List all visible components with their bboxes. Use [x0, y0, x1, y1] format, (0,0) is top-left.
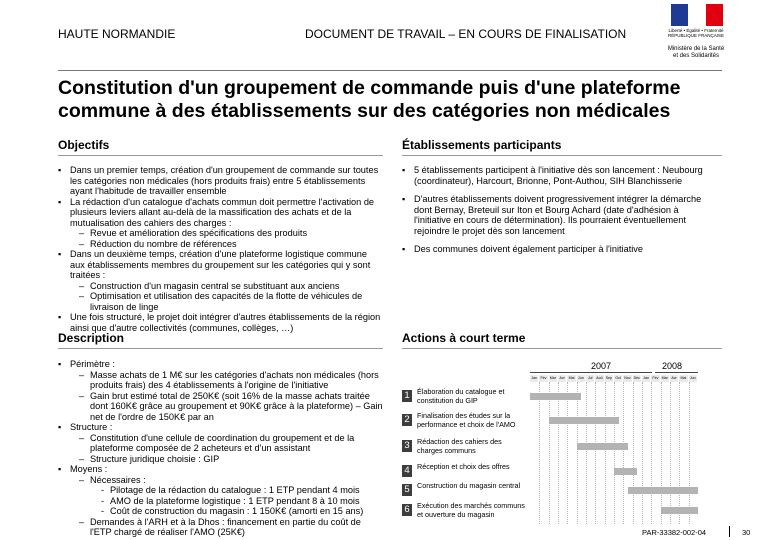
objectif-subitem: – Revue et amélioration des spécifications des produits — [79, 228, 383, 239]
description-subtext: Demandes à l'ARH et à la Dhos : financement en partie du coût de l'ETP chargé de réaliser l'AMO (25K€) — [90, 516, 361, 537]
page-title: Constitution d'un groupement de commande puis d'une plateforme commune à des établissements sur des catégories non médicales — [58, 77, 681, 122]
logo-ministry-text: Ministère de la Santé et des Solidarités — [667, 46, 725, 59]
action-number-badge: 5 — [402, 484, 412, 496]
description-item — [58, 464, 383, 538]
objectif-item — [58, 165, 383, 197]
etablissement-item: ▪ D'autres établissements doivent progressivement intégrer la démarche dont Bernay, Breteuil sur Iton et Bourg Achard (date d'adhésion à l'initiative en cours de détermination). Ils pourraient éventuellement rejoindre le projet dès son lancement — [402, 194, 707, 236]
objectif-item — [58, 312, 383, 333]
header-region: HAUTE NORMANDIE — [58, 27, 176, 41]
description-sublist — [70, 370, 383, 423]
description-subitem — [79, 391, 383, 423]
description-detail: - Coût de construction du magasin : 1 150K€ (amorti en 15 ans) — [99, 506, 383, 517]
actions-heading: Actions à court terme — [402, 331, 526, 345]
description-detail: - AMO de la plateforme logistique : 1 ETP pendant 8 à 10 mois — [99, 496, 383, 507]
description-subitem — [79, 517, 383, 538]
description-item — [58, 422, 383, 464]
ministry-logo — [665, 4, 725, 70]
description-sublist — [70, 433, 383, 465]
gantt-gridline — [614, 382, 616, 524]
gantt-gridline — [539, 382, 541, 524]
description-rule — [58, 348, 383, 349]
objectif-item — [58, 197, 383, 250]
description-item — [58, 359, 383, 422]
description-sublist — [70, 475, 383, 538]
actions-rule — [402, 348, 722, 349]
etablissement-item: ▪ 5 établissements participent à l'initiative dès son lancement : Neubourg (coordinateur), Harcourt, Brionne, Pont-Authou, SIH Blanchisserie — [402, 165, 707, 186]
gantt-year-underline-2007 — [530, 372, 652, 373]
description-subtext: Gain brut estimé total de 250K€ (soit 16% de la masse achats traitée dont 160K€ grâce au groupement et 90K€ grâce à la plateforme) – Gain net de l'ordre de 150K€ par an — [90, 390, 383, 422]
description-text: Moyens : — [70, 464, 108, 474]
gantt-bar — [549, 417, 619, 424]
gantt-month-label: Jan — [642, 375, 651, 382]
page-number: 30 — [742, 528, 751, 537]
gantt-month-label: Jun — [689, 375, 698, 382]
action-number-badge: 6 — [402, 504, 412, 516]
gantt-gridline — [558, 382, 560, 524]
gantt-gridline — [642, 382, 644, 524]
etablissements-heading: Établissements participants — [402, 138, 562, 152]
etablissements-list — [402, 165, 707, 255]
logo-republic-text: Liberté • Égalité • Fraternité RÉPUBLIQUE FRANÇAISE — [667, 28, 724, 38]
header-status: DOCUMENT DE TRAVAIL – EN COURS DE FINALISATION — [305, 27, 627, 41]
description-subitem — [79, 433, 383, 454]
objectifs-rule — [58, 155, 383, 156]
header-rule — [58, 70, 722, 71]
objectif-text: Une fois structuré, le projet doit intégrer d'autres établissements de la région ainsi que d'autre collectivités (communes, collèges, …) — [70, 312, 381, 333]
gantt-year-underline-2008 — [655, 372, 698, 373]
objectif-item — [58, 249, 383, 312]
gantt-month-label: Déc — [633, 376, 640, 380]
gantt-grid — [530, 382, 698, 524]
description-subtext: Masse achats de 1 M€ sur les catégories d'achats non médicales (hors produits frais) des 4 établissements à l'origine de l'initiative — [90, 369, 379, 390]
gantt-bar — [628, 487, 698, 494]
gantt-gridline — [586, 382, 588, 524]
action-number-badge: 2 — [402, 414, 412, 426]
gantt-year-2007: 2007 — [591, 361, 612, 371]
objectif-text: Dans un deuxième temps, création d'une plateforme logistique commune aux établissements membres du groupement sur les catégories qui y sont traitées : — [70, 249, 371, 280]
gantt-gridline — [549, 382, 551, 524]
gantt-gridline — [661, 382, 663, 524]
etablissements-rule — [402, 155, 722, 156]
etablissements-list-container — [402, 165, 707, 255]
gantt-gridline — [689, 382, 691, 524]
gantt-gridline — [633, 382, 635, 524]
footer-separator — [729, 526, 730, 537]
objectif-sublist — [70, 228, 383, 249]
gantt-month-label: Aoû — [596, 376, 603, 380]
description-detail-list — [90, 485, 383, 517]
gantt-month-label: Avr — [670, 375, 679, 382]
gantt-month-label: Mar — [661, 375, 670, 382]
gantt-bar — [614, 468, 637, 475]
objectif-text: La rédaction d'un catalogue d'achats commun doit permettre l'activation de plusieurs leviers allant au-delà de la massification des achats et de la mutualisation des cahiers des charges : — [70, 196, 375, 228]
objectifs-list-container — [58, 165, 383, 333]
footer-code: PAR-33382-002-04 — [642, 528, 707, 537]
description-text: Structure : — [70, 422, 113, 432]
action-label: Exécution des marchés communs et ouverture du magasin — [417, 501, 525, 519]
action-number-badge: 1 — [402, 390, 412, 402]
action-label: Construction du magasin central — [417, 481, 521, 490]
gantt-year-2008: 2008 — [662, 361, 683, 371]
gantt-bar — [530, 393, 581, 400]
gantt-gridline — [567, 382, 569, 524]
gantt-month-header — [530, 375, 698, 382]
objectif-subitem: – Construction d'un magasin central se substituant aux anciens — [79, 281, 383, 292]
action-label: Rédaction des cahiers des charges communs — [417, 437, 502, 455]
objectifs-list — [58, 165, 383, 333]
objectif-subitem: – Réduction du nombre de références — [79, 239, 383, 250]
description-detail: - Pilotage de la rédaction du catalogue : 1 ETP pendant 4 mois — [99, 485, 383, 496]
gantt-month-label: Oct — [614, 375, 623, 382]
gantt-month-label: Jul — [586, 375, 595, 382]
action-label: Finalisation des études sur la performance et choix de l'AMO — [417, 411, 516, 429]
description-list-container — [58, 359, 383, 538]
objectif-subitem: – Optimisation et utilisation des capacités de la flotte de véhicules de livraison de linge — [79, 291, 383, 312]
action-label: Élaboration du catalogue et constitution du GIP — [417, 387, 505, 405]
gantt-month-label: Mai — [679, 375, 688, 382]
gantt-gridline — [679, 382, 681, 524]
description-list — [58, 359, 383, 538]
description-subitem — [79, 475, 383, 517]
gantt-month-label: Fév — [651, 375, 660, 382]
description-text: Périmètre : — [70, 359, 115, 369]
gantt-gridline — [577, 382, 579, 524]
description-subtext: Structure juridique choisie : GIP — [90, 453, 220, 464]
gantt-month-label: Nov — [624, 376, 631, 380]
objectif-text: Dans un premier temps, création d'un groupement de commande sur toutes les catégories non médicales (hors produits frais) entre 5 établissements ayant l'habitude de travailler ensemble — [70, 165, 379, 196]
gantt-month-label: Sep — [605, 376, 612, 380]
action-label: Réception et choix des offres — [417, 462, 510, 471]
gantt-month-label: Avr — [558, 375, 567, 382]
gantt-gridline — [623, 382, 625, 524]
description-subitem — [79, 370, 383, 391]
gantt-gridline — [605, 382, 607, 524]
gantt-gridline — [595, 382, 597, 524]
objectif-sublist — [70, 281, 383, 313]
description-subitem — [79, 454, 383, 465]
gantt-month-label: Jun — [577, 375, 586, 382]
flag-icon — [671, 4, 723, 26]
action-number-badge: 4 — [402, 465, 412, 477]
description-subtext: Constitution d'une cellule de coordination du groupement et de la plateforme composée de 2 acheteurs et d'un assistant — [90, 432, 355, 453]
gantt-month-label: Jan — [530, 375, 539, 382]
gantt-month-label: Fév — [539, 375, 548, 382]
gantt-gridline — [651, 382, 653, 524]
gantt-gridline — [670, 382, 672, 524]
description-subtext: Nécessaires : — [90, 474, 146, 485]
gantt-month-label: Mai — [567, 375, 576, 382]
description-heading: Description — [58, 331, 125, 345]
gantt-bar — [661, 507, 698, 514]
objectifs-heading: Objectifs — [58, 138, 110, 152]
etablissement-item: ▪ Des communes doivent également participer à l'initiative — [402, 244, 707, 255]
action-number-badge: 3 — [402, 440, 412, 452]
gantt-month-label: Mar — [549, 375, 558, 382]
gantt-bar — [577, 443, 628, 450]
